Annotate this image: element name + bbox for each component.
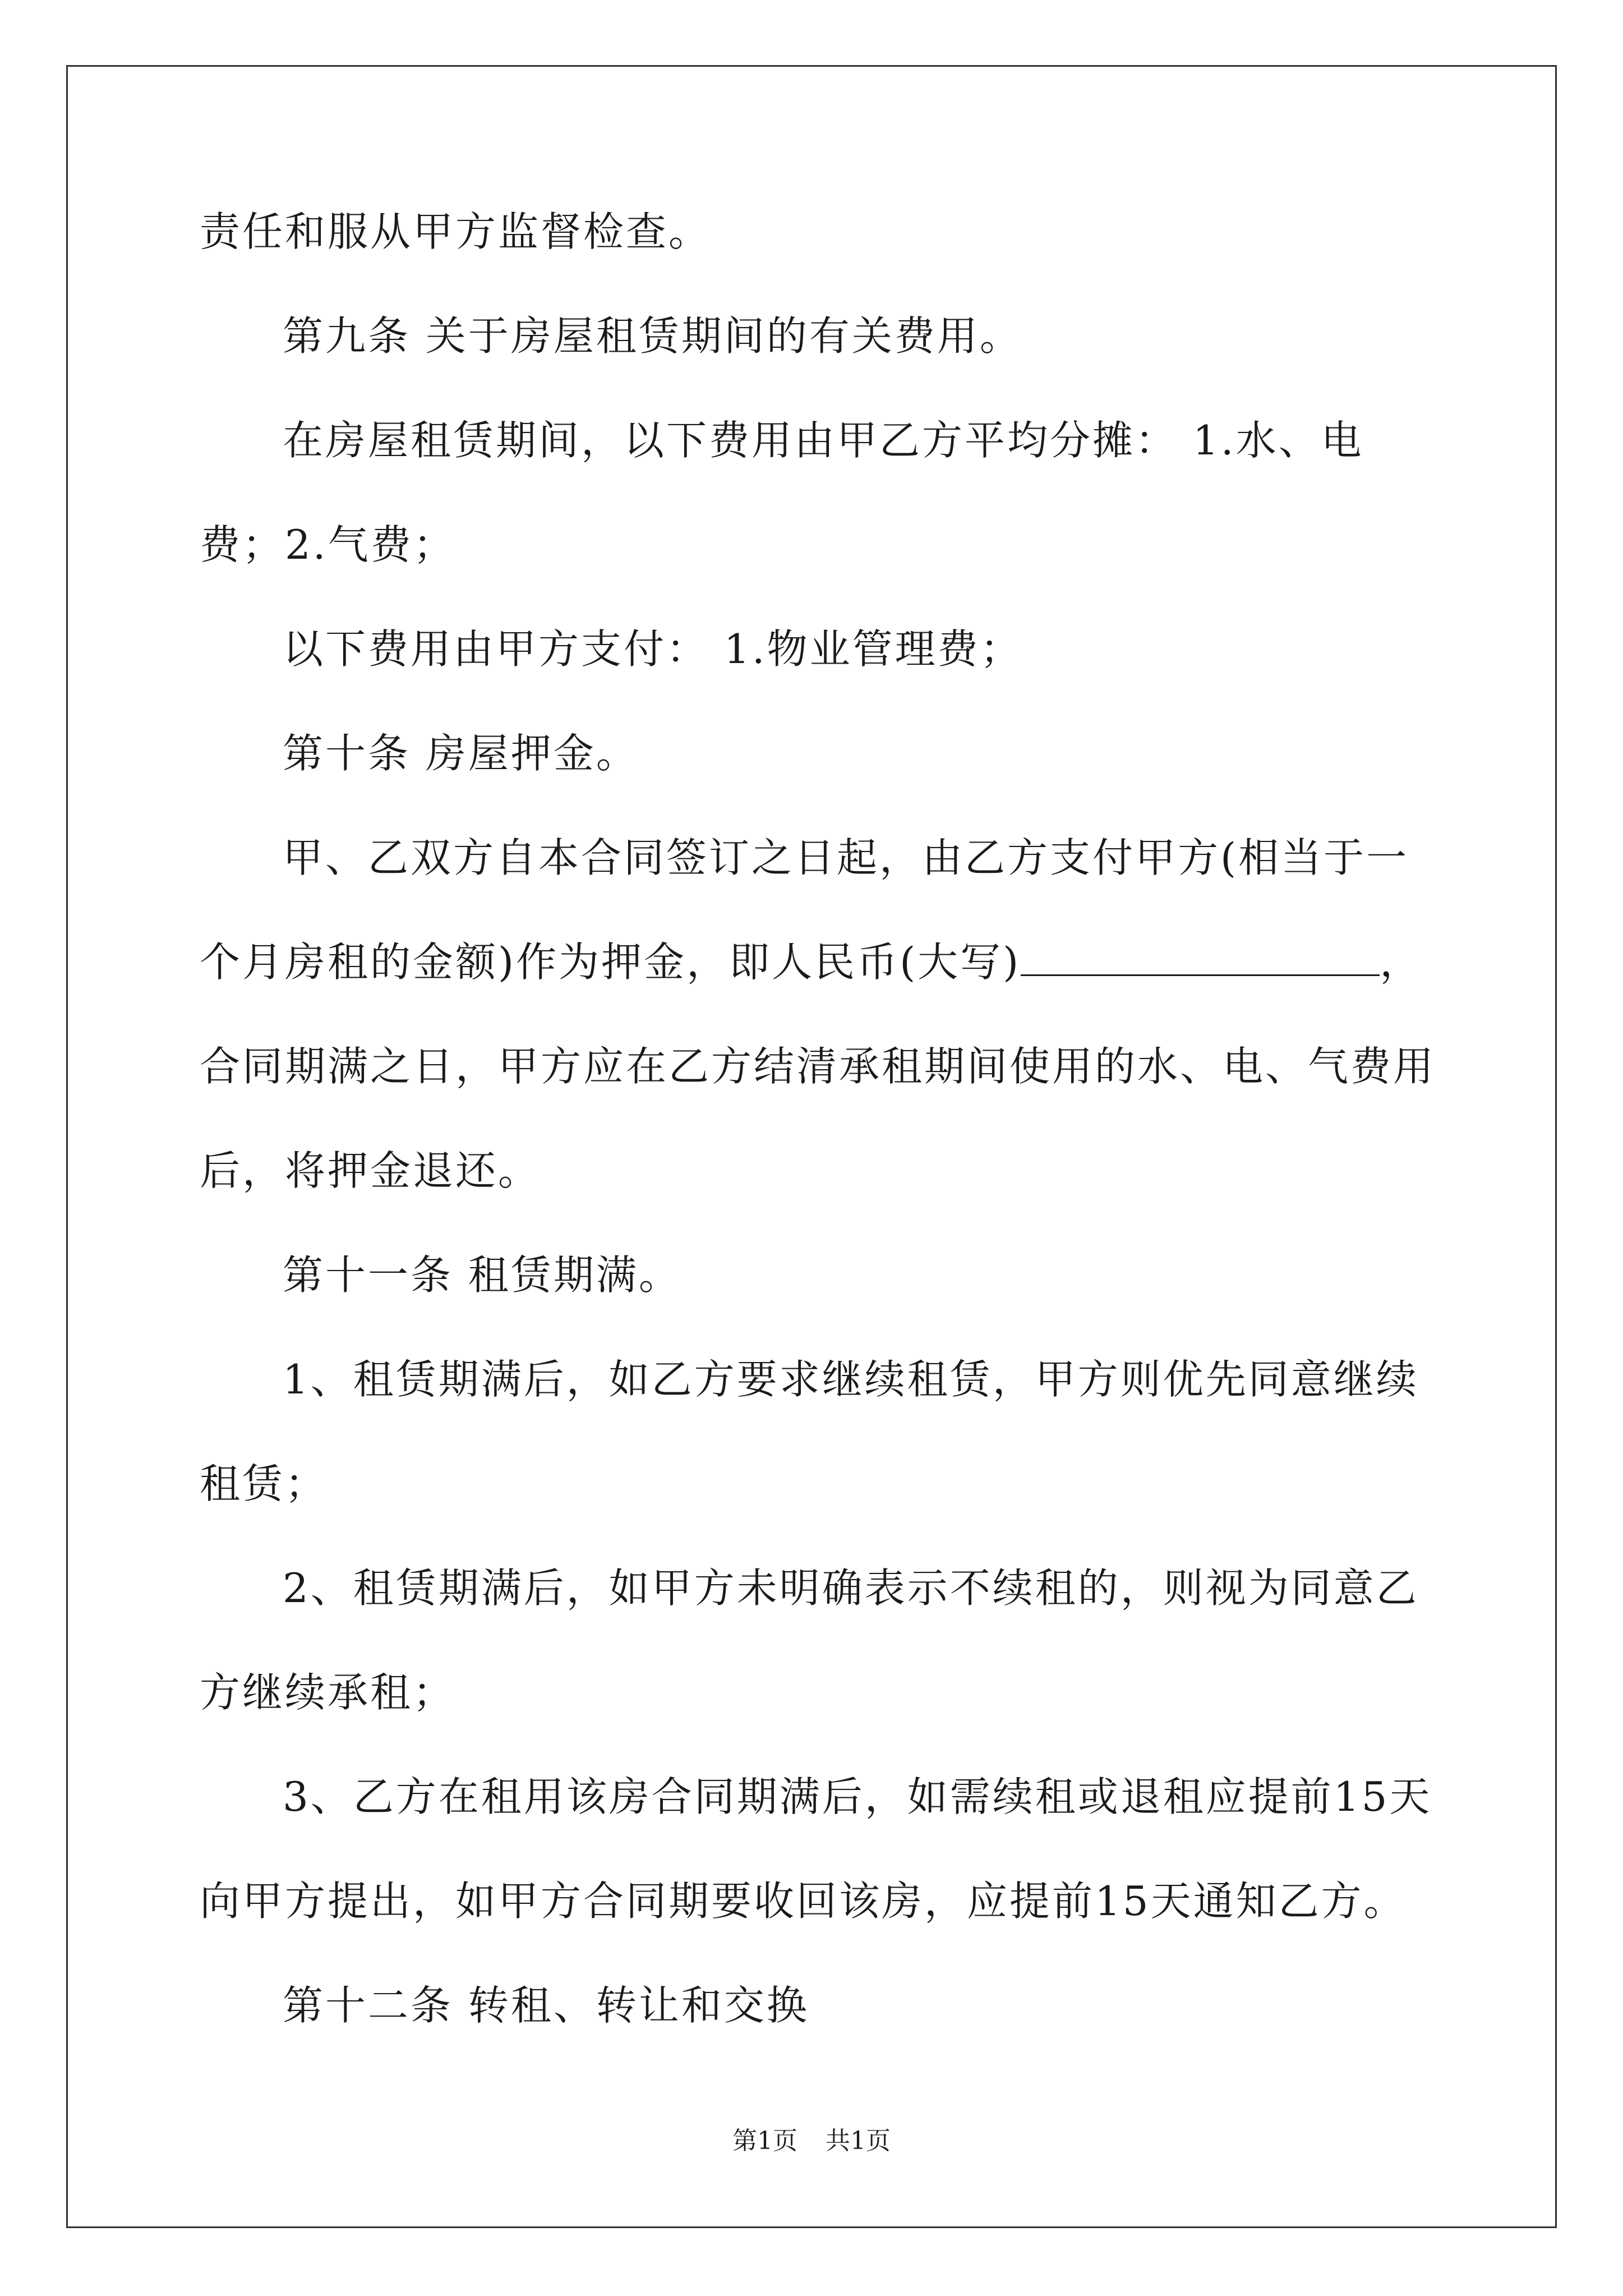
page-number-total: 共1页 [826,2127,891,2155]
deposit-text-before: 甲、乙双方自本合同签订之日起，由乙方支付甲方(相当于一个月房租的金额)作为押金，即人民币(大写) [200,834,1409,986]
paragraph-deposit [200,806,1439,1223]
article-10-heading: 第十条 房屋押金。 [283,730,639,777]
deposit-amount-blank [1021,941,1380,976]
clause-11-1: 1、租赁期满后，如乙方要求继续租赁，甲方则优先同意继续租赁； [200,1356,1419,1507]
deposit-text-after: ，合同期满之日，甲方应在乙方结清承租期间使用的水、电、气费用后，将押金退还。 [200,938,1436,1194]
clause-11-2: 2、租赁期满后，如甲方未明确表示不续租的，则视为同意乙方继续承租； [200,1565,1419,1716]
page-number-current: 第1页 [732,2127,797,2155]
article-11-heading: 第十一条 租赁期满。 [283,1251,681,1299]
article-9-heading: 第九条 关于房屋租赁期间的有关费用。 [283,312,1022,360]
paragraph-landlord-fees: 以下费用由甲方支付： 1.物业管理费； [283,625,1023,673]
page-footer [0,2120,1623,2156]
document-body [200,180,1439,2058]
article-12-heading: 第十二条 转租、转让和交换 [283,1982,809,2029]
clause-11-3: 3、乙方在租用该房合同期满后，如需续租或退租应提前15天向甲方提出，如甲方合同期要收回该房，应提前15天通知乙方。 [200,1773,1432,1925]
paragraph-responsibility: 责任和服从甲方监督检查。 [200,208,712,255]
paragraph-shared-fees: 在房屋租赁期间，以下费用由甲乙方平均分摊： 1.水、电费；2.气费； [200,417,1364,568]
